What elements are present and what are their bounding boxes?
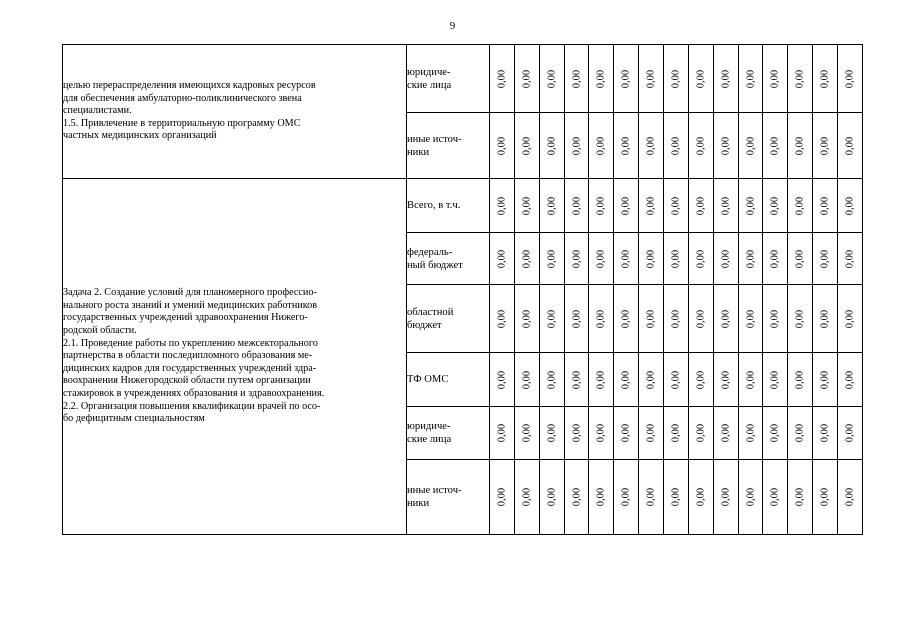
value-text: 0,00 (819, 370, 831, 389)
value-text: 0,00 (521, 196, 533, 215)
value-cell (713, 353, 738, 407)
value-cell (589, 45, 614, 113)
value-cell (539, 45, 564, 113)
value-text: 0,00 (720, 69, 732, 88)
value-text: 0,00 (496, 69, 508, 88)
value-text: 0,00 (571, 249, 582, 268)
value-text: 0,00 (695, 196, 707, 215)
value-cell (788, 353, 813, 407)
value-cell (514, 113, 539, 179)
value-cell (713, 460, 738, 535)
value-cell (838, 179, 863, 233)
value-cell (838, 233, 863, 285)
value-cell (539, 285, 564, 353)
value-cell (838, 285, 863, 353)
value-text: 0,00 (819, 136, 831, 155)
value-cell (639, 45, 664, 113)
value-text: 0,00 (745, 136, 757, 155)
value-text: 0,00 (546, 69, 558, 88)
value-text: 0,00 (720, 196, 732, 215)
value-cell (639, 285, 664, 353)
value-cell (713, 179, 738, 233)
value-text: 0,00 (496, 136, 508, 155)
value-text: 0,00 (546, 309, 558, 328)
value-text: 0,00 (769, 370, 781, 389)
value-cell (539, 179, 564, 233)
value-cell (614, 353, 639, 407)
value-text: 0,00 (794, 423, 806, 443)
value-cell (664, 460, 689, 535)
value-cell (763, 460, 788, 535)
value-text: 0,00 (794, 370, 806, 389)
value-text: 0,00 (844, 487, 856, 507)
value-text: 0,00 (819, 309, 831, 328)
value-cell (813, 113, 838, 179)
value-text: 0,00 (546, 196, 558, 215)
page-number: 9 (449, 20, 456, 32)
value-text: 0,00 (620, 423, 632, 443)
value-text: 0,00 (819, 487, 831, 507)
value-cell (639, 179, 664, 233)
value-text: 0,00 (769, 249, 781, 268)
value-text: 0,00 (670, 196, 682, 215)
value-cell (788, 460, 813, 535)
value-cell (763, 179, 788, 233)
value-cell (688, 233, 713, 285)
value-text: 0,00 (769, 69, 781, 88)
value-cell (514, 45, 539, 113)
value-cell (490, 113, 515, 179)
value-cell (589, 179, 614, 233)
value-text: 0,00 (645, 196, 657, 215)
value-cell (614, 460, 639, 535)
value-text: 0,00 (546, 249, 558, 268)
value-text: 0,00 (645, 69, 657, 88)
value-text: 0,00 (695, 69, 707, 88)
value-cell (614, 45, 639, 113)
value-cell (688, 407, 713, 460)
funding-source: ТФ ОМС (407, 353, 490, 407)
value-cell (738, 45, 763, 113)
value-cell (788, 233, 813, 285)
value-text: 0,00 (844, 196, 856, 215)
value-text: 0,00 (844, 423, 856, 443)
value-text: 0,00 (844, 370, 856, 389)
value-cell (564, 113, 589, 179)
value-text: 0,00 (645, 423, 657, 443)
value-cell (490, 460, 515, 535)
value-cell (564, 285, 589, 353)
value-text: 0,00 (745, 309, 757, 328)
value-text: 0,00 (769, 196, 781, 215)
value-text: 0,00 (620, 487, 632, 507)
value-text: 0,00 (769, 309, 781, 328)
value-cell (614, 285, 639, 353)
value-cell (490, 285, 515, 353)
value-cell (539, 233, 564, 285)
funding-source: Всего, в т.ч. (407, 179, 490, 233)
funding-source: юридиче- ские лица (407, 45, 490, 113)
value-cell (688, 113, 713, 179)
value-cell (813, 233, 838, 285)
value-text: 0,00 (571, 136, 582, 155)
value-text: 0,00 (819, 69, 831, 88)
value-cell (589, 285, 614, 353)
value-text: 0,00 (720, 309, 732, 328)
value-text: 0,00 (819, 423, 831, 443)
value-text: 0,00 (595, 249, 607, 268)
value-cell (664, 407, 689, 460)
value-cell (713, 45, 738, 113)
value-cell (664, 113, 689, 179)
value-cell (838, 353, 863, 407)
value-text: 0,00 (794, 249, 806, 268)
value-cell (763, 113, 788, 179)
value-text: 0,00 (496, 487, 508, 507)
value-text: 0,00 (695, 249, 707, 268)
value-cell (838, 460, 863, 535)
value-text: 0,00 (794, 309, 806, 328)
value-text: 0,00 (695, 487, 707, 507)
value-text: 0,00 (620, 69, 632, 88)
value-cell (514, 407, 539, 460)
value-cell (589, 460, 614, 535)
value-cell (564, 460, 589, 535)
value-text: 0,00 (546, 487, 558, 507)
value-cell (564, 233, 589, 285)
value-text: 0,00 (844, 249, 856, 268)
value-cell (688, 353, 713, 407)
value-text: 0,00 (620, 249, 632, 268)
value-text: 0,00 (819, 249, 831, 268)
value-text: 0,00 (794, 487, 806, 507)
value-text: 0,00 (670, 69, 682, 88)
value-text: 0,00 (595, 69, 607, 88)
value-text: 0,00 (794, 196, 806, 215)
value-text: 0,00 (496, 196, 508, 215)
value-text: 0,00 (670, 136, 682, 155)
value-cell (688, 179, 713, 233)
value-text: 0,00 (496, 309, 508, 328)
value-text: 0,00 (769, 136, 781, 155)
value-text: 0,00 (620, 136, 632, 155)
value-cell (788, 45, 813, 113)
value-text: 0,00 (695, 136, 707, 155)
value-cell (614, 179, 639, 233)
value-text: 0,00 (595, 136, 607, 155)
value-text: 0,00 (571, 309, 582, 328)
measure-description: целью перераспределения имеющихся кадровых ресурсов для обеспечения амбулаторно-поликлинического звена специалистами. 1.5. Привлечение в территориальную программу ОМС частных медицинских организаций (63, 45, 407, 179)
value-cell (763, 45, 788, 113)
value-text: 0,00 (521, 69, 533, 88)
value-cell (688, 460, 713, 535)
value-text: 0,00 (720, 487, 732, 507)
value-cell (813, 179, 838, 233)
value-cell (564, 353, 589, 407)
value-text: 0,00 (645, 136, 657, 155)
value-text: 0,00 (794, 136, 806, 155)
value-cell (788, 285, 813, 353)
value-text: 0,00 (670, 423, 682, 443)
value-text: 0,00 (720, 136, 732, 155)
funding-table-body (63, 45, 863, 535)
value-text: 0,00 (571, 196, 582, 215)
value-text: 0,00 (521, 136, 533, 155)
funding-source: юридиче- ские лица (407, 407, 490, 460)
value-cell (564, 45, 589, 113)
value-cell (838, 45, 863, 113)
funding-source: областной бюджет (407, 285, 490, 353)
value-cell (514, 353, 539, 407)
value-cell (813, 285, 838, 353)
value-cell (738, 233, 763, 285)
value-text: 0,00 (521, 487, 533, 507)
value-cell (813, 460, 838, 535)
value-cell (564, 179, 589, 233)
value-cell (639, 353, 664, 407)
value-cell (738, 113, 763, 179)
value-text: 0,00 (521, 370, 533, 389)
value-cell (539, 113, 564, 179)
value-text: 0,00 (769, 423, 781, 443)
value-text: 0,00 (595, 370, 607, 389)
value-text: 0,00 (546, 370, 558, 389)
value-text: 0,00 (670, 309, 682, 328)
value-text: 0,00 (695, 370, 707, 389)
measure-description: Задача 2. Создание условий для планомерного профессио- нального роста знаний и умений медицинских работников государственных учреждений здравоохранения Нижего- родской области. 2.1. Проведение работы по укреплению межсекторального партнерства в области последипломного образования ме- дицинских кадров для государственных учреждений здра- воохранения Нижегородской области путем организации стажировок в учреждениях образования и здравоохранения. 2.2. Организация повышения квалификации врачей по осо- бо дефицитным специальностям (63, 179, 407, 535)
value-cell (813, 407, 838, 460)
value-cell (614, 233, 639, 285)
funding-source: иные источ- ники (407, 113, 490, 179)
value-text: 0,00 (521, 249, 533, 268)
value-cell (664, 179, 689, 233)
value-cell (639, 460, 664, 535)
value-text: 0,00 (720, 249, 732, 268)
value-text: 0,00 (745, 249, 757, 268)
value-text: 0,00 (844, 136, 856, 155)
value-text: 0,00 (745, 487, 757, 507)
value-text: 0,00 (670, 487, 682, 507)
value-text: 0,00 (595, 423, 607, 443)
value-text: 0,00 (844, 69, 856, 88)
value-text: 0,00 (670, 249, 682, 268)
value-cell (788, 407, 813, 460)
value-text: 0,00 (695, 309, 707, 328)
value-cell (514, 285, 539, 353)
value-text: 0,00 (745, 370, 757, 389)
value-text: 0,00 (620, 309, 632, 328)
funding-source: иные источ- ники (407, 460, 490, 535)
value-cell (639, 233, 664, 285)
value-cell (713, 285, 738, 353)
value-cell (490, 353, 515, 407)
value-cell (589, 353, 614, 407)
value-cell (589, 233, 614, 285)
value-text: 0,00 (496, 370, 508, 389)
value-cell (713, 113, 738, 179)
value-cell (788, 179, 813, 233)
value-text: 0,00 (745, 196, 757, 215)
funding-table (62, 44, 863, 535)
value-cell (838, 113, 863, 179)
value-text: 0,00 (620, 196, 632, 215)
value-text: 0,00 (720, 423, 732, 443)
value-cell (838, 407, 863, 460)
value-cell (664, 45, 689, 113)
value-text: 0,00 (595, 487, 607, 507)
value-cell (490, 233, 515, 285)
value-cell (539, 353, 564, 407)
value-text: 0,00 (496, 249, 508, 268)
value-cell (514, 233, 539, 285)
value-text: 0,00 (794, 69, 806, 88)
value-cell (788, 113, 813, 179)
value-text: 0,00 (670, 370, 682, 389)
value-cell (763, 285, 788, 353)
value-cell (490, 45, 515, 113)
value-cell (713, 407, 738, 460)
value-text: 0,00 (571, 487, 582, 507)
value-cell (763, 353, 788, 407)
value-cell (564, 407, 589, 460)
value-cell (490, 407, 515, 460)
value-cell (713, 233, 738, 285)
value-text: 0,00 (546, 136, 558, 155)
value-cell (639, 113, 664, 179)
value-text: 0,00 (645, 487, 657, 507)
value-cell (763, 233, 788, 285)
value-cell (664, 285, 689, 353)
value-cell (514, 460, 539, 535)
table-row (63, 179, 863, 233)
value-cell (738, 407, 763, 460)
value-text: 0,00 (546, 423, 558, 443)
value-text: 0,00 (571, 370, 582, 389)
value-cell (514, 179, 539, 233)
value-text: 0,00 (521, 423, 533, 443)
value-text: 0,00 (496, 423, 508, 443)
value-cell (738, 179, 763, 233)
value-cell (539, 407, 564, 460)
value-text: 0,00 (745, 423, 757, 443)
value-cell (688, 45, 713, 113)
value-text: 0,00 (645, 249, 657, 268)
value-text: 0,00 (745, 69, 757, 88)
value-cell (614, 113, 639, 179)
funding-source: федераль- ный бюджет (407, 233, 490, 285)
value-text: 0,00 (769, 487, 781, 507)
value-text: 0,00 (521, 309, 533, 328)
value-cell (589, 407, 614, 460)
value-cell (490, 179, 515, 233)
value-text: 0,00 (595, 196, 607, 215)
value-cell (738, 460, 763, 535)
value-text: 0,00 (720, 370, 732, 389)
value-text: 0,00 (695, 423, 707, 443)
table-row (63, 45, 863, 113)
value-cell (688, 285, 713, 353)
value-text: 0,00 (645, 370, 657, 389)
value-text: 0,00 (844, 309, 856, 328)
value-cell (614, 407, 639, 460)
value-text: 0,00 (571, 423, 582, 443)
value-cell (664, 353, 689, 407)
value-cell (738, 353, 763, 407)
value-cell (664, 233, 689, 285)
value-text: 0,00 (595, 309, 607, 328)
value-text: 0,00 (571, 69, 582, 88)
value-cell (738, 285, 763, 353)
value-text: 0,00 (645, 309, 657, 328)
value-cell (539, 460, 564, 535)
value-cell (763, 407, 788, 460)
value-text: 0,00 (620, 370, 632, 389)
value-cell (589, 113, 614, 179)
value-cell (813, 45, 838, 113)
value-cell (813, 353, 838, 407)
value-text: 0,00 (819, 196, 831, 215)
value-cell (639, 407, 664, 460)
